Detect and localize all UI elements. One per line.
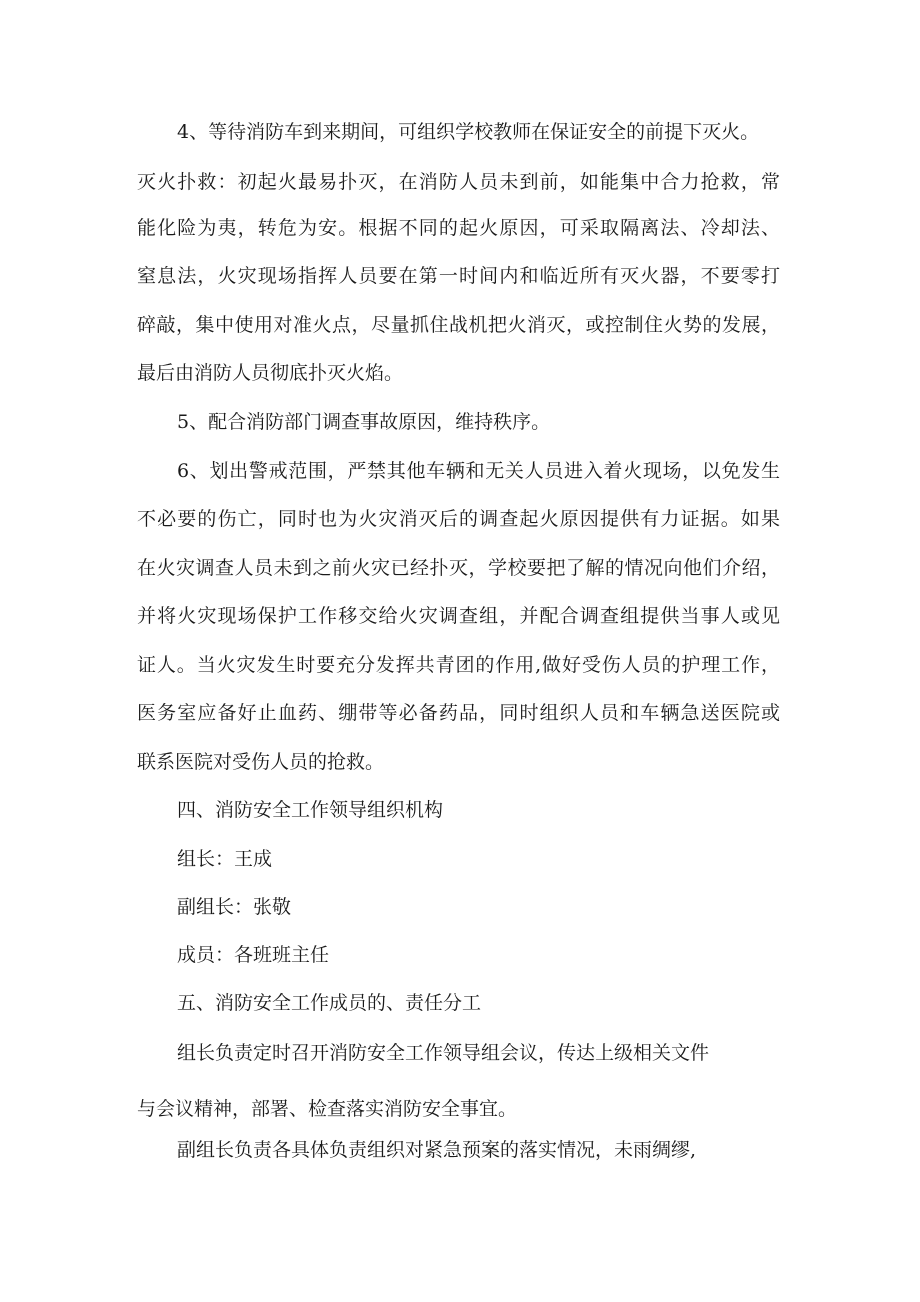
leader-line: 组长：王成 [177,848,273,870]
paragraph-6-line-6: 医务室应备好止血药、绷带等必备药品，同时组织人员和车辆急送医院或 [137,702,780,724]
paragraph-firefighting-line-5: 最后由消防人员彻底扑灭火焰。 [137,362,404,384]
paragraph-6-line-7: 联系医院对受伤人员的抢救。 [137,751,385,773]
leader-duty-line-1: 组长负责定时召开消防安全工作领导组会议，传达上级相关文件 [177,1042,710,1064]
paragraph-4-line-1: 4、等待消防车到来期间，可组织学校教师在保证安全的前提下灭火。 [177,121,760,143]
leader-duty-line-2: 与会议精神，部署、检查落实消防安全事宜。 [137,1098,518,1120]
paragraph-6-line-3: 在火灾调查人员未到之前火灾已经扑灭，学校要把了解的情况向他们介绍， [137,557,780,579]
deputy-leader-line: 副组长：张敬 [177,896,292,918]
paragraph-firefighting-line-2: 能化险为夷，转危为安。根据不同的起火原因，可采取隔离法、冷却法、 [137,217,780,239]
paragraph-firefighting-line-3: 窒息法，火灾现场指挥人员要在第一时间内和临近所有灭火器，不要零打 [137,265,780,287]
section-5-heading: 五、消防安全工作成员的、责任分工 [177,992,482,1014]
paragraph-firefighting-line-1: 灭火扑救：初起火最易扑灭，在消防人员未到前，如能集中合力抢救，常 [137,171,780,193]
paragraph-6-line-2: 不必要的伤亡，同时也为火灾消灭后的调查起火原因提供有力证据。如果 [137,508,780,530]
paragraph-5-line-1: 5、配合消防部门调查事故原因，维持秩序。 [177,411,551,433]
members-line: 成员：各班班主任 [177,944,330,966]
paragraph-6-line-5: 证人。当火灾发生时要充分发挥共青团的作用,做好受伤人员的护理工作， [137,654,780,676]
paragraph-6-line-1: 6、划出警戒范围，严禁其他车辆和无关人员进入着火现场，以免发生 [177,460,780,482]
deputy-duty-line-1: 副组长负责各具体负责组织对紧急预案的落实情况，未雨绸缪, [177,1139,697,1161]
paragraph-6-line-4: 并将火灾现场保护工作移交给火灾调查组，并配合调查组提供当事人或见 [137,605,780,627]
paragraph-firefighting-line-4: 碎敲，集中使用对准火点，尽量抓住战机把火消灭，或控制住火势的发展， [137,314,780,336]
section-4-heading: 四、消防安全工作领导组织机构 [177,799,444,821]
